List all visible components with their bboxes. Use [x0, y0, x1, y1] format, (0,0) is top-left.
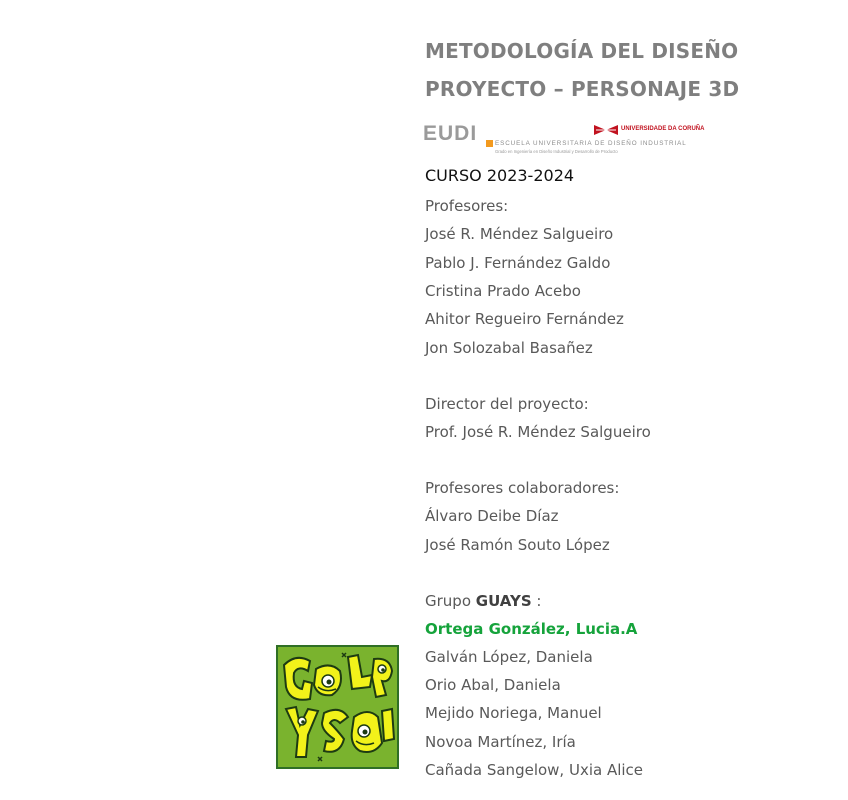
institution-logos: [423, 120, 705, 158]
teacher-name: Cristina Prado Acebo: [425, 282, 581, 300]
eudi-logo: EUDI: [423, 122, 478, 145]
director-name: Prof. José R. Méndez Salgueiro: [425, 423, 651, 441]
group-member-name: Galván López, Daniela: [425, 648, 593, 666]
document-title-line1: METODOLOGÍA DEL DISEÑO: [425, 39, 739, 63]
teacher-name: Ahitor Regueiro Fernández: [425, 310, 624, 328]
teacher-name: José R. Méndez Salgueiro: [425, 225, 614, 243]
group-label-suffix: :: [531, 592, 542, 610]
collaborator-name: Álvaro Deibe Díaz: [425, 507, 559, 525]
document-title-line2: PROYECTO – PERSONAJE 3D: [425, 77, 740, 101]
course-year: CURSO 2023-2024: [425, 166, 575, 185]
teacher-name: Jon Solozabal Basañez: [425, 339, 593, 357]
udc-logo-text: UNIVERSIDADE DA CORUÑA: [621, 126, 705, 132]
group-label: [425, 592, 541, 610]
group-leader-name: Ortega González, Lucia.A: [425, 620, 638, 638]
director-label: Director del proyecto:: [425, 395, 589, 413]
group-monster-letters-illustration: [278, 647, 397, 767]
group-member-name: Mejido Noriega, Manuel: [425, 704, 602, 722]
group-member-name: Cañada Sangelow, Uxia Alice: [425, 761, 644, 779]
teachers-label: Profesores:: [425, 197, 509, 215]
group-logo-badge: [276, 645, 399, 769]
eudi-degree-name: Grado en Ingeniería en Diseño Industrial y Desarrollo de Producto: [495, 149, 618, 154]
teacher-name: Pablo J. Fernández Galdo: [425, 254, 611, 272]
group-member-name: Orio Abal, Daniela: [425, 676, 561, 694]
group-member-name: Novoa Martínez, Iría: [425, 733, 576, 751]
collaborator-name: José Ramón Souto López: [425, 536, 610, 554]
eudi-school-name: ESCUELA UNIVERSITARIA DE DISEÑO INDUSTRIAL: [495, 140, 687, 147]
udc-logo-icon: [593, 124, 619, 136]
group-label-prefix: Grupo: [425, 592, 476, 610]
collaborators-label: Profesores colaboradores:: [425, 479, 620, 497]
eudi-orange-square: [486, 140, 493, 147]
group-name: GUAYS: [475, 592, 532, 610]
